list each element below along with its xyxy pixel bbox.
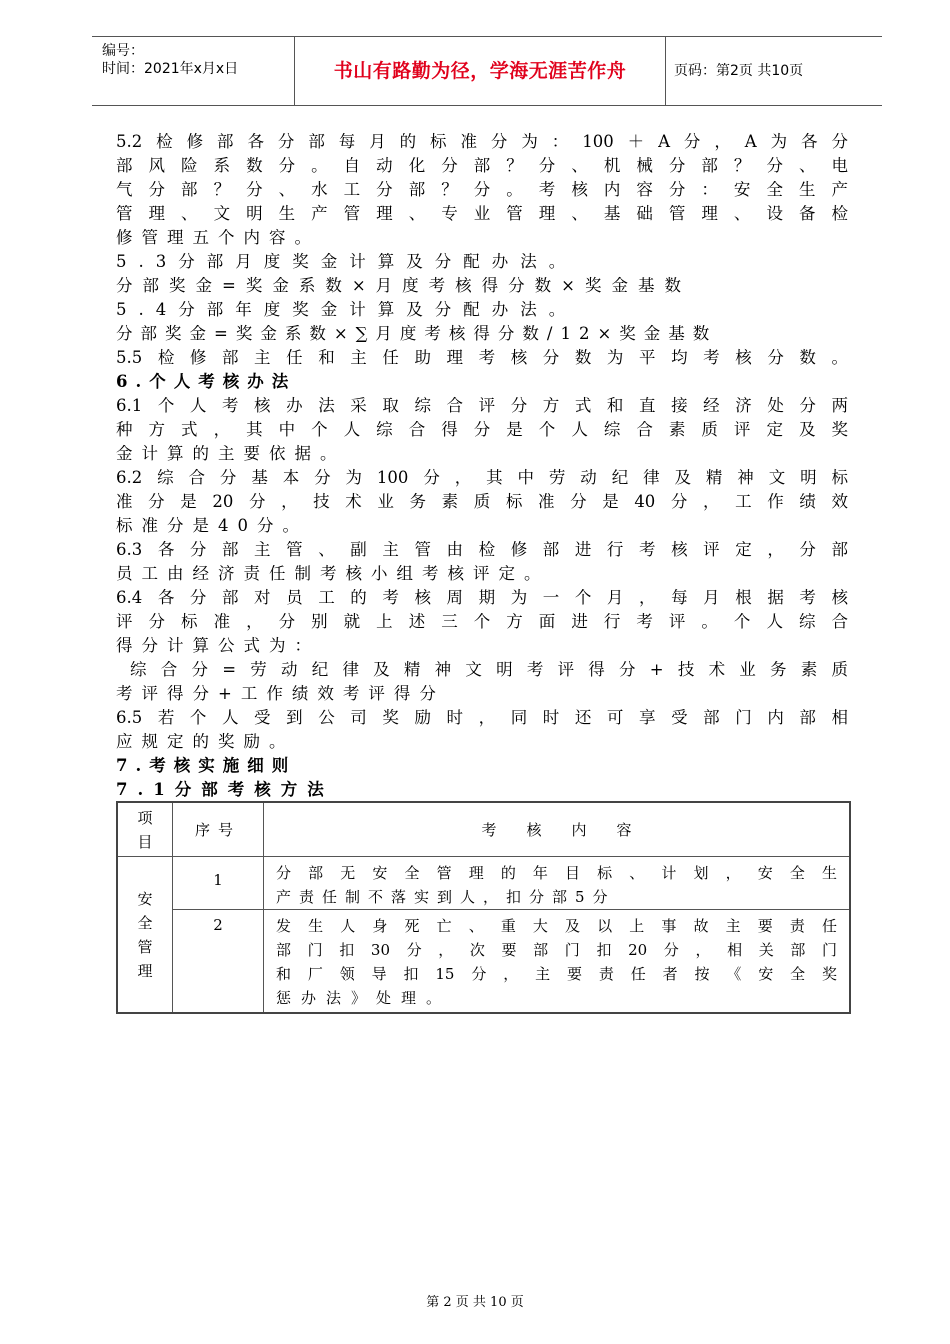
text-line: 标准分是40分。 xyxy=(116,516,308,535)
assessment-table xyxy=(116,801,851,1014)
row-number: 1 xyxy=(173,857,264,910)
row-content xyxy=(264,910,851,1014)
header-meta xyxy=(92,37,295,105)
text-line: 准分是20分，技术业务素质标准分是40分，工作绩效 xyxy=(116,492,848,511)
text-line: 5.4分部年度奖金计算及分配办法。 xyxy=(116,300,578,319)
text-line: 管理、文明生产管理、专业管理、基础管理、设备检 xyxy=(116,204,848,223)
text-line: 6.5若个人受到公司奖励时，同时还可享受部门内部相 xyxy=(116,708,848,727)
header-number: 序号 xyxy=(173,802,264,857)
content-line: 和厂领导扣15分，主要责任者按《安全奖 xyxy=(276,965,837,983)
category-cell xyxy=(117,857,173,1014)
number-label: 编号： xyxy=(102,43,144,59)
text-line: 员工由经济责任制考核小组考核评定。 xyxy=(116,564,550,583)
document-body xyxy=(116,130,848,802)
category-label: 安全管理 xyxy=(137,889,153,980)
text-line: 应规定的奖励。 xyxy=(116,732,295,751)
text-line: 评分标准，分别就上述三个方面进行考评。个人综合 xyxy=(116,612,848,631)
formula-line: 分部奖金=奖金系数×月度考核得分数×奖金基数 xyxy=(116,276,691,295)
text-line: 6.2综合分基本分为100分，其中劳动纪律及精神文明标 xyxy=(116,468,848,487)
formula-line: 综合分=劳动纪律及精神文明考评得分+技术业务素质 xyxy=(130,660,848,679)
row-content xyxy=(264,857,851,910)
page-header xyxy=(92,36,882,106)
section-heading: 6.个人考核办法 xyxy=(116,372,297,391)
header-page-info: 页码：第2页 共10页 xyxy=(674,63,804,79)
text-line: 种方式，其中个人综合得分是个人综合素质评定及奖 xyxy=(116,420,848,439)
text-line: 6.4各分部对员工的考核周期为一个月，每月根据考核 xyxy=(116,588,848,607)
page-footer: 第 2 页 共 10 页 xyxy=(426,1295,524,1310)
text-line: 部风险系数分。自动化分部？分、机械分部？分、电 xyxy=(116,156,848,175)
text-line: 6.3各分部主管、副主管由检修部进行考核评定，分部 xyxy=(116,540,848,559)
content-line: 产责任制不落实到人，扣分部5分 xyxy=(276,888,616,906)
table-header-row xyxy=(117,802,850,857)
row-number: 2 xyxy=(173,910,264,1014)
header-item: 项目 xyxy=(117,802,173,857)
text-line: 金计算的主要依据。 xyxy=(116,444,346,463)
table-row xyxy=(117,910,850,1014)
content-line: 部门扣30分，次要部门扣20分，相关部门 xyxy=(276,941,837,959)
text-line: 5.5检修部主任和主任助理考核分数为平均考核分数。 xyxy=(116,348,848,367)
text-line: 修管理五个内容。 xyxy=(116,228,320,247)
subsection-heading: 7.1分部考核方法 xyxy=(116,780,334,799)
section-heading: 7.考核实施细则 xyxy=(116,756,297,775)
text-line: 6.1个人考核办法采取综合评分方式和直接经济处分两 xyxy=(116,396,848,415)
formula-line: 考评得分+工作绩效考评得分 xyxy=(116,684,445,703)
text-line: 5.3分部月度奖金计算及分配办法。 xyxy=(116,252,578,271)
text-line: 5.2检修部各分部每月的标准分为：100＋A分，A为各分 xyxy=(116,132,848,151)
time-label: 时间：2021年x月x日 xyxy=(102,61,239,77)
header-motto: 书山有路勤为径，学海无涯苦作舟 xyxy=(295,37,666,105)
header-content: 考 核 内 容 xyxy=(264,802,851,857)
text-line: 得分计算公式为： xyxy=(116,636,320,655)
content-line: 分部无安全管理的年目标、计划，安全生 xyxy=(276,864,837,882)
table-row xyxy=(117,857,850,910)
content-line: 惩办法》处理。 xyxy=(276,989,452,1007)
formula-line: 分部奖金=奖金系数×∑月度考核得分数/12×奖金基数 xyxy=(116,324,718,343)
text-line: 气分部？分、水工分部？分。考核内容分：安全生产 xyxy=(116,180,848,199)
content-line: 发生人身死亡、重大及以上事故主要责任 xyxy=(276,917,837,935)
